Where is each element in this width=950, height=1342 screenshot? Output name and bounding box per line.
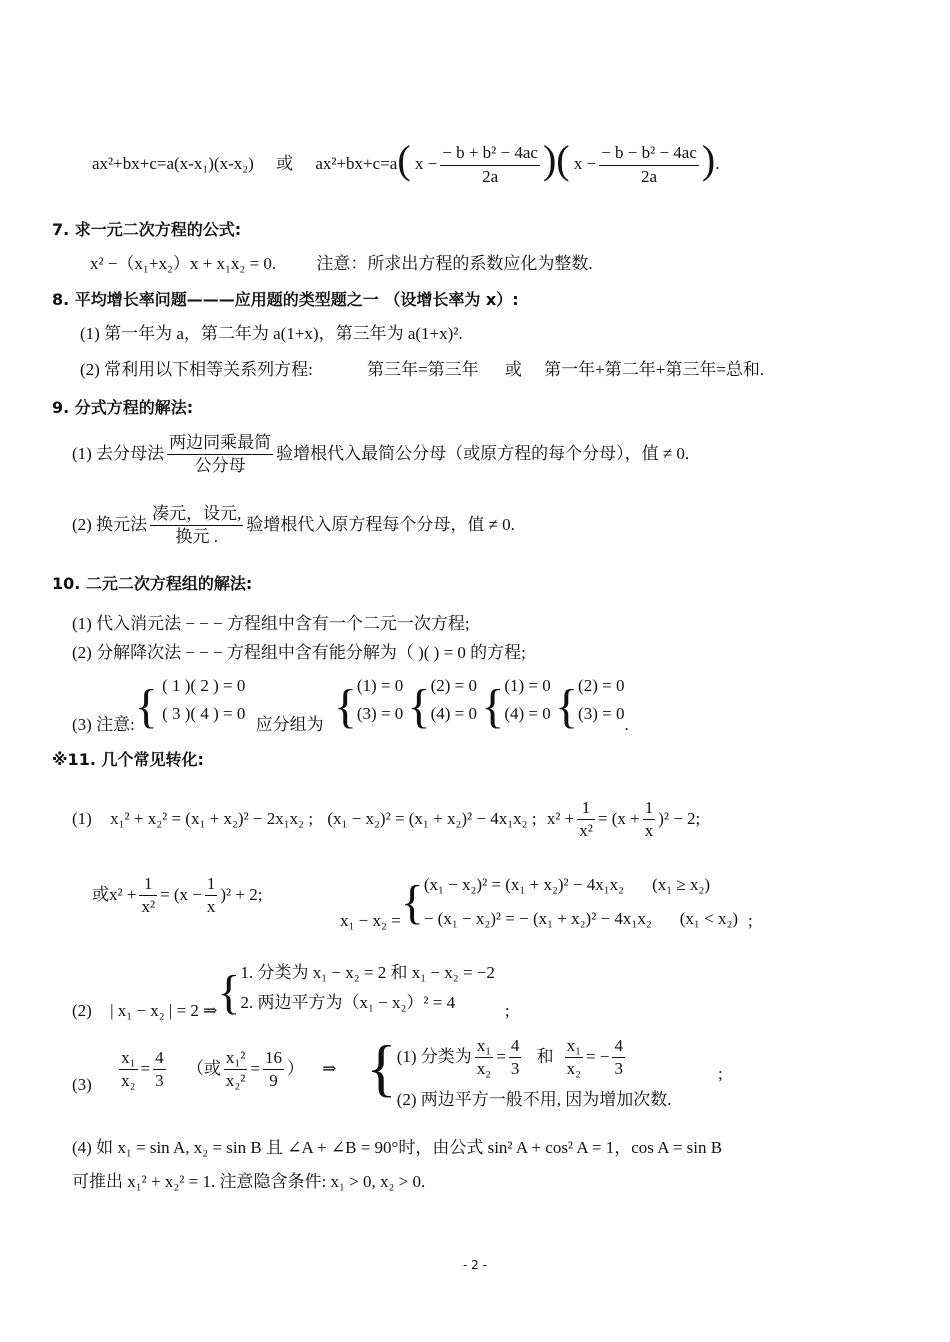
group-3 xyxy=(504,672,550,728)
conversion-1-cont-frac-2 xyxy=(205,874,218,918)
difference-case-1 xyxy=(424,868,738,902)
frac-den: x² xyxy=(141,897,156,917)
ratio-sq-value-den: 9 xyxy=(269,1071,278,1091)
section-8-or: 或 xyxy=(504,360,522,379)
conversion-3-cases xyxy=(366,1034,672,1111)
method-denominator-den: 公分母 xyxy=(194,456,246,476)
grouping-label: 应分组为 xyxy=(255,715,324,734)
quadratic-formula: x² −（x₁+x₂）x + x₁x₂ = 0. xyxy=(90,254,277,273)
paren-open-2: ( xyxy=(556,137,570,182)
conversion-2-label: (2) xyxy=(72,1001,92,1020)
method-denominator-fraction xyxy=(167,433,273,477)
ratio-close: ） xyxy=(286,1058,304,1078)
ratio-value xyxy=(153,1048,166,1092)
conversion-1-a: x₁² + x₂² = (x₁ + x₂)² − 2x₁x₂ ; xyxy=(110,808,314,828)
conversion-1 xyxy=(72,798,700,842)
ratio-or: （或 xyxy=(186,1058,221,1078)
case-frac-1-num: x₁ xyxy=(475,1036,493,1058)
ratio-sq-den: x₂² xyxy=(225,1071,246,1091)
root-fraction-1 xyxy=(440,143,540,187)
section-8-item-2 xyxy=(80,360,764,380)
difference-label: x₁ − x₂ = xyxy=(340,911,401,930)
section-10-heading: 10. 二元二次方程组的解法: xyxy=(52,574,253,593)
section-10-item-1: (1) 代入消元法 − − − 方程组中含有一个二元一次方程; xyxy=(72,614,470,633)
conversion-1-label: (1) xyxy=(72,808,92,828)
difference-case-2 xyxy=(424,902,738,936)
conversion-2-end: ; xyxy=(504,1001,510,1020)
difference-case-1-cond: (x₁ ≥ x₂) xyxy=(652,875,711,894)
ratio-num: x₁ xyxy=(119,1048,137,1070)
group-4-b: (3) = 0 xyxy=(578,704,625,723)
section-7-formula xyxy=(90,254,593,274)
conversion-1-cont-b: = (x − xyxy=(160,884,202,904)
case-eq-1: = xyxy=(496,1046,506,1066)
group-1-a: (1) = 0 xyxy=(356,676,404,695)
section-9-item-1 xyxy=(72,433,689,477)
group-1 xyxy=(357,672,403,728)
factor-right-prefix: ax²+bx+c=a xyxy=(315,154,398,173)
difference-case-2-expr: − (x₁ − x₂)² = − (x₁ + x₂)² − 4x₁x₂ xyxy=(423,909,652,928)
group-2-a: (2) = 0 xyxy=(430,676,478,695)
case-neg: = − xyxy=(586,1046,610,1066)
conversion-3-case-1-label: (1) 分类为 xyxy=(396,1046,472,1066)
factor-left: ax²+bx+c=a(x-x₁)(x-x₂) xyxy=(92,154,254,173)
system-row-1: ( 1 )( 2 ) = 0 xyxy=(162,676,246,695)
frac-num: 1 xyxy=(577,798,595,820)
conversion-3-end: ; xyxy=(718,1064,723,1083)
conversion-1-cont-a: 或x² + xyxy=(92,884,137,904)
method-denominator-check: 验增根代入最简公分母（或原方程的每个分母），值 ≠ 0. xyxy=(276,443,690,463)
factor-or: 或 xyxy=(276,154,294,173)
case-value-2 xyxy=(612,1036,625,1080)
conversion-2 xyxy=(72,958,510,1018)
root-num-1: − b + b² − 4ac xyxy=(440,143,540,165)
case-frac-1-den: x₂ xyxy=(476,1059,492,1079)
brace-icon: { xyxy=(400,876,424,929)
system-rows xyxy=(162,672,245,728)
ratio-eq: = xyxy=(140,1058,151,1078)
method-substitution-den: 换元 . xyxy=(175,527,218,547)
page-number: - 2 - xyxy=(463,1258,487,1272)
difference-case-1-expr: (x₁ − x₂)² = (x₁ + x₂)² − 4x₁x₂ xyxy=(423,875,625,894)
method-denominator-num: 两边同乘最简 xyxy=(167,433,273,455)
method-substitution-num: 凑元，设元, xyxy=(150,504,243,526)
conversion-1-d: = (x + xyxy=(597,808,640,828)
ratio-sq-eq: = xyxy=(250,1058,260,1078)
paren-close-1: ) xyxy=(542,137,557,182)
ratio-frac xyxy=(119,1048,137,1092)
root-num-2: − b − b² − 4ac xyxy=(599,143,699,165)
frac-num: 1 xyxy=(139,874,157,896)
group-4 xyxy=(578,672,624,728)
case-value-1-den: 3 xyxy=(510,1059,520,1079)
group-3-a: (1) = 0 xyxy=(504,676,551,695)
section-9-item-2 xyxy=(72,504,515,548)
brace-icon: { xyxy=(554,680,579,733)
root-fraction-2 xyxy=(599,143,699,187)
group-2 xyxy=(431,672,477,728)
ratio-den: x₂ xyxy=(121,1071,136,1091)
section-7-note: 注意：所求出方程的系数应化为整数. xyxy=(316,254,593,273)
case-frac-1 xyxy=(475,1036,493,1080)
conversion-4-line-2: 可推出 x₁² + x₂² = 1. 注意隐含条件: x₁ > 0, x₂ > 0. xyxy=(72,1172,426,1191)
difference-end: ; xyxy=(748,911,753,930)
conversion-1-cont-c: )² + 2; xyxy=(220,884,263,904)
case-value-2-den: 3 xyxy=(614,1059,623,1079)
conversion-4-line-1: (4) 如 x₁ = sin A, x₂ = sin B 且 ∠A + ∠B = 90°时，由公式 sin² A + cos² A = 1，cos A = sin B xyxy=(72,1138,723,1157)
ratio-sq-value-num: 16 xyxy=(263,1048,284,1070)
method-substitution-check: 验增根代入原方程每个分母，值 ≠ 0. xyxy=(246,514,515,534)
group-2-b: (4) = 0 xyxy=(430,704,478,723)
frac-num: 1 xyxy=(205,874,218,896)
conversion-1-b: (x₁ − x₂)² = (x₁ + x₂)² − 4x₁x₂ ; xyxy=(327,808,537,828)
method-substitution-fraction xyxy=(150,504,243,548)
difference-cases xyxy=(340,868,753,936)
section-8-item-2-text: (2) 常利用以下相等关系列方程: xyxy=(80,360,313,379)
conversion-2-cases xyxy=(240,958,494,1018)
method-denominator-label: (1) 去分母法 xyxy=(72,443,165,463)
implies-icon: ⇒ xyxy=(322,1058,337,1078)
conversion-1-e: )² − 2; xyxy=(658,808,701,828)
conversion-1-cont-frac-1 xyxy=(139,874,157,918)
ratio-value-num: 4 xyxy=(153,1048,166,1070)
conversion-3-case-2: (2) 两边平方一般不用, 因为增加次数. xyxy=(396,1090,672,1109)
conversion-3-case-1 xyxy=(397,1036,672,1086)
section-8-eq-a: 第三年=第三年 xyxy=(367,360,479,379)
difference-case-rows xyxy=(424,868,738,936)
conversion-2-case-1: 1. 分类为 x₁ − x₂ = 2 和 x₁ − x₂ = −2 xyxy=(240,963,495,982)
section-10-end: . xyxy=(624,715,629,734)
case-frac-2-den: x₂ xyxy=(566,1059,582,1079)
section-10-note: (3) 注意: xyxy=(72,715,135,734)
conversion-1-cont xyxy=(92,874,262,918)
conversion-1-frac-1 xyxy=(577,798,595,842)
section-8-eq-b: 第一年+第二年+第三年=总和. xyxy=(544,360,765,379)
group-3-b: (4) = 0 xyxy=(504,704,551,723)
ratio-value-den: 3 xyxy=(155,1071,164,1091)
section-8-item-1: (1) 第一年为 a，第二年为 a(1+x)，第三年为 a(1+x)². xyxy=(80,324,463,343)
brace-icon: { xyxy=(134,680,158,733)
brace-icon: { xyxy=(407,680,431,733)
case-value-1-num: 4 xyxy=(509,1036,522,1058)
frac-den: x² xyxy=(579,821,593,841)
case-frac-2-num: x₁ xyxy=(565,1036,583,1058)
group-1-b: (3) = 0 xyxy=(356,704,404,723)
section-10-item-2: (2) 分解降次法 − − − 方程组中含有能分解为（ )( ) = 0 的方程; xyxy=(72,643,526,662)
conversion-1-c: x² + xyxy=(546,808,575,828)
brace-icon: { xyxy=(481,680,505,733)
frac-den: x xyxy=(206,897,216,917)
ratio-sq-value xyxy=(263,1048,284,1092)
factor-formula: ax²+bx+c=a(x-x₁)(x-x₂) 或 ax²+bx+c=a( x − $\frac{\text{− b + b² − 4ac}}{2a}$ )( x − $\frac{\text{− b − b² − 4ac}}{2a}$ ). xyxy=(92,137,720,186)
conversion-2-expr: | x₁ − x₂ | = 2 ⇒ xyxy=(110,1001,218,1020)
ratio-sq-num: x₁² xyxy=(224,1048,248,1070)
section-8-heading: 8. 平均增长率问题———应用题的类型题之一 （设增长率为 x）: xyxy=(52,290,519,309)
difference-case-2-cond: (x₁ < x₂) xyxy=(679,909,739,928)
section-10-item-3 xyxy=(72,672,629,734)
paren-open-1: ( xyxy=(397,137,411,182)
conversion-3-label: (3) xyxy=(72,1074,92,1094)
conversion-3 xyxy=(72,1040,337,1094)
section-7-heading: 7. 求一元二次方程的公式: xyxy=(52,220,242,239)
conversion-2-case-2: 2. 两边平方为（x₁ − x₂）² = 4 xyxy=(240,993,456,1012)
paren-close-2: ) xyxy=(701,137,716,182)
conversion-1-frac-2 xyxy=(643,798,656,842)
method-substitution-label: (2) 换元法 xyxy=(72,514,148,534)
conversion-3-case-rows xyxy=(397,1036,672,1110)
frac-den: x xyxy=(644,821,654,841)
case-value-2-num: 4 xyxy=(612,1036,625,1058)
group-4-a: (2) = 0 xyxy=(578,676,625,695)
frac-num: 1 xyxy=(643,798,656,820)
case-value-1 xyxy=(509,1036,522,1080)
brace-icon: { xyxy=(333,680,357,733)
brace-icon: { xyxy=(366,1032,397,1103)
root-den-1: 2a xyxy=(482,166,499,186)
section-11-heading: ※11. 几个常见转化: xyxy=(52,750,204,769)
system-row-2: ( 3 )( 4 ) = 0 xyxy=(162,704,246,723)
brace-icon: { xyxy=(217,966,241,1019)
section-9-heading: 9. 分式方程的解法: xyxy=(52,398,194,417)
case-frac-2 xyxy=(565,1036,583,1080)
case-and: 和 xyxy=(536,1046,554,1066)
conversion-3-ratio xyxy=(116,1048,336,1092)
ratio-sq-frac xyxy=(224,1048,248,1092)
root-den-2: 2a xyxy=(641,166,658,186)
